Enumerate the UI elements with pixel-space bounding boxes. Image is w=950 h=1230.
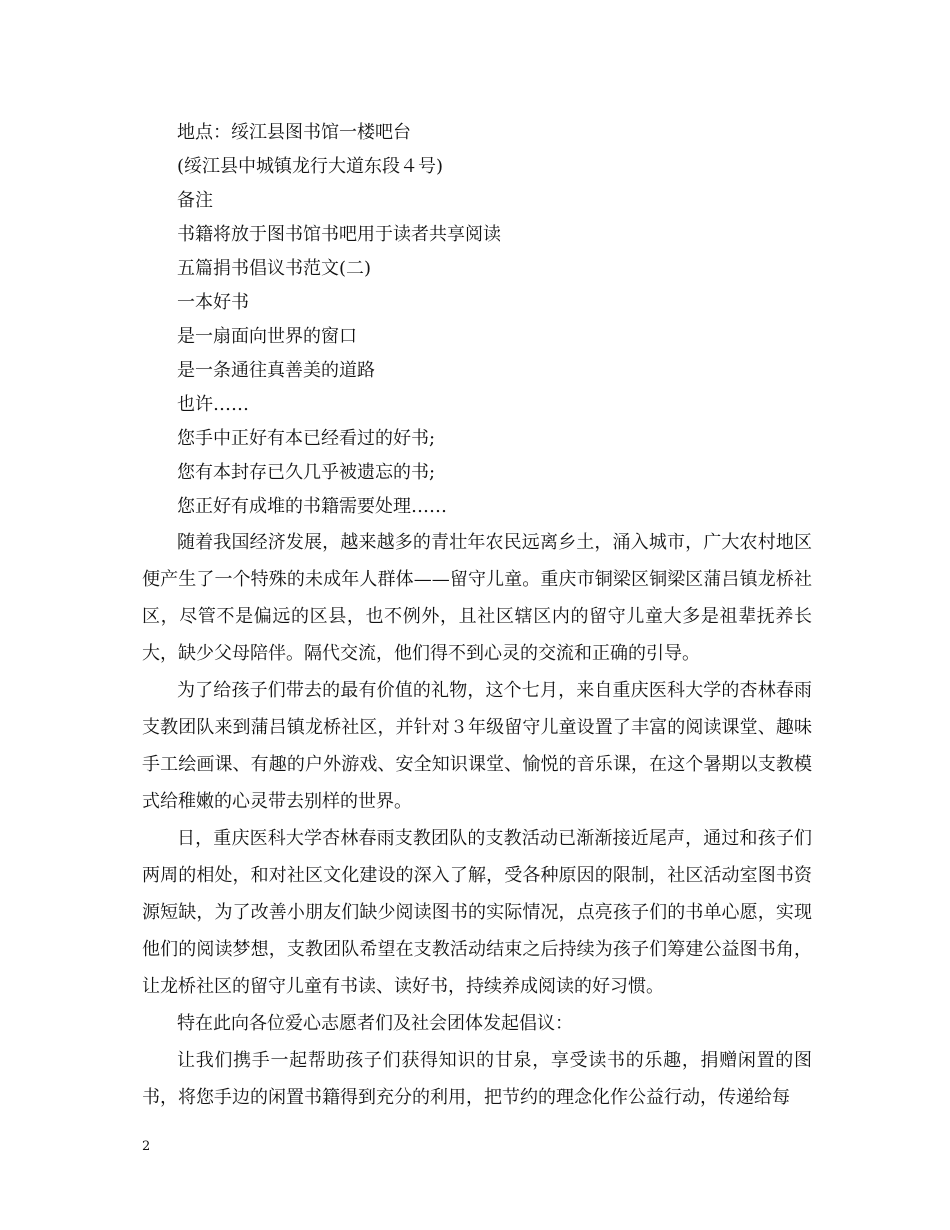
page-number: 2 [142, 1139, 151, 1154]
note-heading: 备注 [177, 190, 213, 211]
verse-line: 是一条通往真善美的道路 [177, 360, 375, 381]
body-paragraph: 日，重庆医科大学杏林春雨支教团队的支教活动已渐渐接近尾声，通过和孩子们两周的相处，和对社区文化建设的深入了解，受各种原因的限制，社区活动室图书资源短缺，为了改善小朋友们缺少阅读图书的实际情况，点亮孩子们的书单心愿，实现他们的阅读梦想，支教团队希望在支教活动结束之后持续为孩子们筹建公益图书角，让龙桥社区的留守儿童有书读、读好书，持续养成阅读的好习惯。 [142, 828, 812, 997]
verse-line: 是一扇面向世界的窗口 [177, 326, 357, 347]
body-paragraph: 随着我国经济发展，越来越多的青壮年农民远离乡土，涌入城市，广大农村地区便产生了一个特殊的未成年人群体——留守儿童。重庆市铜梁区铜梁区蒲吕镇龙桥社区，尽管不是偏远的区县，也不例外，且社区辖区内的留守儿童大多是祖辈抚养长大，缺少父母陪伴。隔代交流，他们得不到心灵的交流和正确的引导。 [142, 532, 812, 664]
body-paragraph: 让我们携手一起帮助孩子们获得知识的甘泉，享受读书的乐趣，捐赠闲置的图书，将您手边的闲置书籍得到充分的利用，把节约的理念化作公益行动，传递给每 [142, 1050, 812, 1108]
section-title: 五篇捐书倡议书范文(二) [177, 258, 372, 279]
verse-line: 一本好书 [177, 292, 249, 313]
verse-line: 您有本封存已久几乎被遗忘的书; [177, 462, 436, 483]
verse-line: 您手中正好有本已经看过的好书; [177, 428, 436, 449]
note-text: 书籍将放于图书馆书吧用于读者共享阅读 [177, 224, 501, 245]
location-line: 地点：绥江县图书馆一楼吧台 [177, 122, 411, 143]
body-paragraph: 为了给孩子们带去的最有价值的礼物，这个七月，来自重庆医科大学的杏林春雨支教团队来到蒲吕镇龙桥社区，并针对３年级留守儿童设置了丰富的阅读课堂、趣味手工绘画课、有趣的户外游戏、安全知识课堂、愉悦的音乐课，在这个暑期以支教模式给稚嫩的心灵带去别样的世界。 [142, 680, 812, 812]
document-body [142, 116, 812, 1116]
verse-line: 您正好有成堆的书籍需要处理…… [177, 496, 447, 517]
address-line: (绥江县中城镇龙行大道东段４号) [177, 156, 444, 177]
body-paragraph: 特在此向各位爱心志愿者们及社会团体发起倡议： [177, 1013, 573, 1034]
verse-line: 也许…… [177, 394, 249, 415]
